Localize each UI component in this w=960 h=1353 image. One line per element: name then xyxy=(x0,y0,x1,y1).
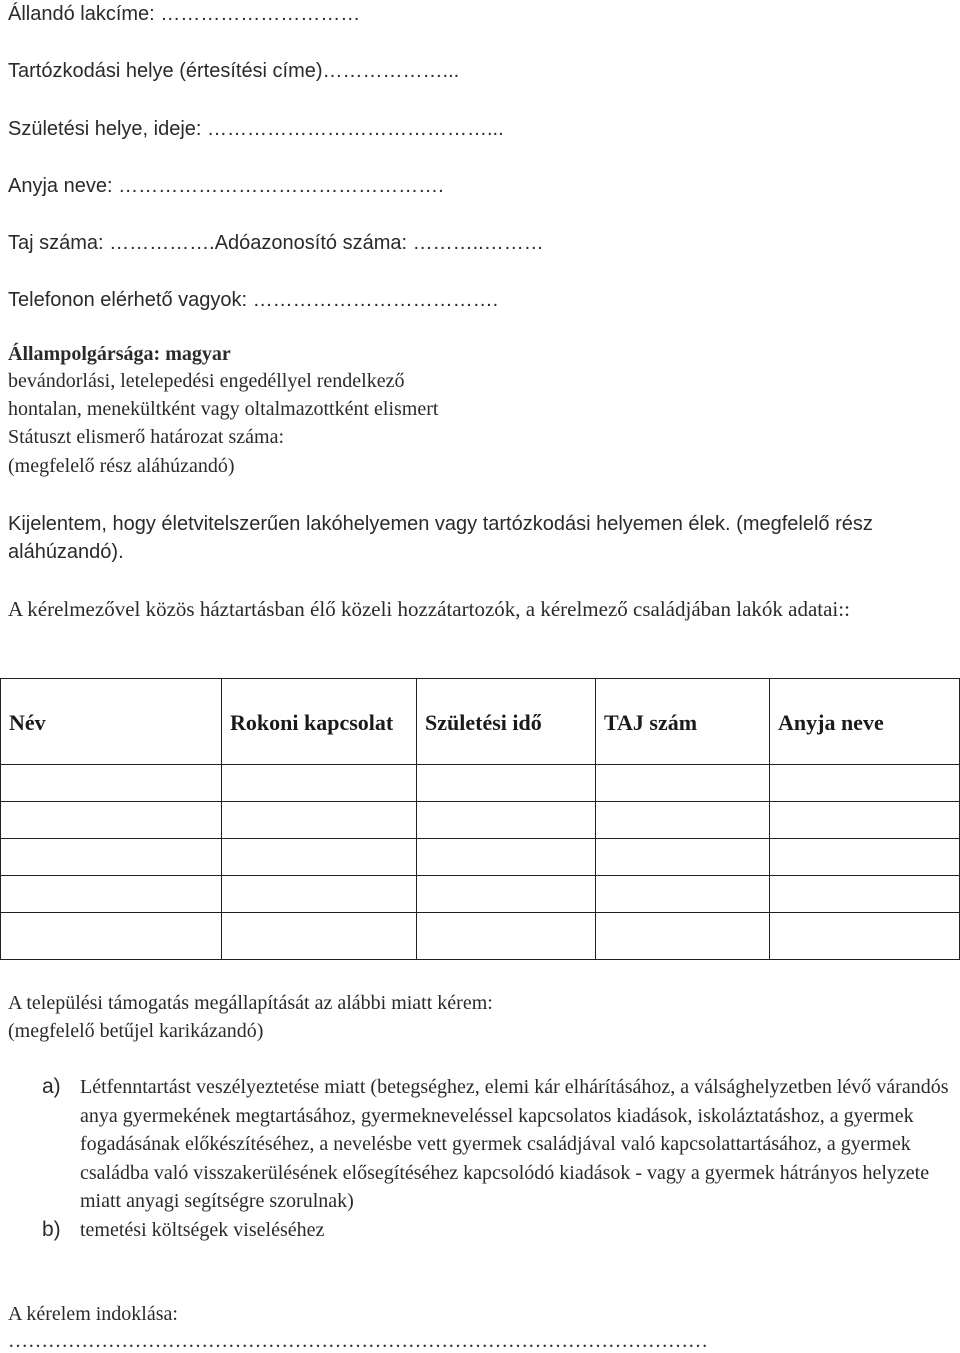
table-cell[interactable] xyxy=(417,802,596,839)
table-cell[interactable] xyxy=(1,839,222,876)
table-cell[interactable] xyxy=(222,839,417,876)
table-cell[interactable] xyxy=(596,839,770,876)
table-row xyxy=(1,765,960,802)
household-intro: A kérelmezővel közös háztartásban élő közeli hozzátartozók, a kérelmező családjában lakók adatai:: xyxy=(8,597,850,621)
table-row xyxy=(1,839,960,876)
mother-name-field[interactable]: Anyja neve: …………………………………………. xyxy=(8,175,444,197)
support-option-a[interactable] xyxy=(8,1073,953,1216)
table-cell[interactable] xyxy=(770,765,960,802)
column-header-birth-date: Születési idő xyxy=(417,679,596,765)
option-text: temetési költségek viseléséhez xyxy=(80,1218,325,1241)
option-text: Létfenntartást veszélyeztetése miatt (betegséghez, elemi kár elhárításához, a válsághelyzetben lévő várandós anya gyermekének megtartásához, gyermekneveléssel kapcsolatos kiadások, iskoláztatáshoz, a gyermek fogadásának előkészítéséhez, a nevelésbe vett gyermek családjával való kapcsolattartásához, a gyermek családba való visszakerülésének elősegítéséhez kapcsolódó kiadások - vagy a gyermek hátrányos helyzete miatt anyagi segítségre szorulnak) xyxy=(80,1076,949,1212)
table-cell[interactable] xyxy=(596,913,770,960)
status-decision-number-label[interactable]: Státuszt elismerő határozat száma: xyxy=(8,426,285,448)
table-cell[interactable] xyxy=(417,913,596,960)
table-cell[interactable] xyxy=(1,802,222,839)
support-request-intro: A települési támogatás megállapítását az alábbi miatt kérem: xyxy=(8,992,493,1014)
table-header-row xyxy=(1,679,960,765)
table-row xyxy=(1,802,960,839)
justification-field[interactable]: …………………………………………………………………………………………… xyxy=(8,1330,708,1352)
table-cell[interactable] xyxy=(596,802,770,839)
citizenship-title: Állampolgársága: magyar xyxy=(8,343,231,365)
support-option-b[interactable] xyxy=(8,1216,953,1245)
table-cell[interactable] xyxy=(596,765,770,802)
birth-place-date-field[interactable]: Születési helye, ideje: ……………………………………... xyxy=(8,118,504,140)
taj-tax-number-field[interactable]: Taj száma: …………….Adóazonosító száma: ………..……… xyxy=(8,232,544,254)
table-cell[interactable] xyxy=(222,876,417,913)
table-cell[interactable] xyxy=(596,876,770,913)
residence-address-field[interactable]: Tartózkodási helye (értesítési címe)………………... xyxy=(8,60,460,82)
column-header-relationship: Rokoni kapcsolat xyxy=(222,679,417,765)
underline-instruction: (megfelelő rész aláhúzandó) xyxy=(8,455,235,477)
circle-instruction: (megfelelő betűjel karikázandó) xyxy=(8,1020,264,1042)
table-cell[interactable] xyxy=(770,913,960,960)
table-cell[interactable] xyxy=(222,802,417,839)
citizenship-option[interactable]: hontalan, menekültként vagy oltalmazottként elismert xyxy=(8,398,439,420)
support-options-list xyxy=(8,1073,953,1244)
table-row xyxy=(1,913,960,960)
column-header-name: Név xyxy=(1,679,222,765)
justification-label: A kérelem indoklása: xyxy=(8,1303,178,1325)
table-cell[interactable] xyxy=(1,765,222,802)
table-cell[interactable] xyxy=(417,876,596,913)
table-cell[interactable] xyxy=(222,913,417,960)
residence-declaration: Kijelentem, hogy életvitelszerűen lakóhelyemen vagy tartózkodási helyemen élek. (megfelelő rész aláhúzandó). xyxy=(8,513,873,563)
table-cell[interactable] xyxy=(770,839,960,876)
table-cell[interactable] xyxy=(770,802,960,839)
permanent-address-field[interactable]: Állandó lakcíme: ………………………… xyxy=(8,3,361,25)
table-cell[interactable] xyxy=(1,876,222,913)
table-cell[interactable] xyxy=(417,765,596,802)
table-cell[interactable] xyxy=(417,839,596,876)
table-cell[interactable] xyxy=(770,876,960,913)
household-members-table xyxy=(0,678,960,960)
table-cell[interactable] xyxy=(222,765,417,802)
column-header-mother-name: Anyja neve xyxy=(770,679,960,765)
citizenship-option[interactable]: bevándorlási, letelepedési engedéllyel rendelkező xyxy=(8,370,405,392)
option-letter[interactable]: b) xyxy=(42,1217,61,1241)
table-row xyxy=(1,876,960,913)
phone-field[interactable]: Telefonon elérhető vagyok: ………………………………. xyxy=(8,289,499,311)
option-letter[interactable]: a) xyxy=(42,1075,61,1098)
table-cell[interactable] xyxy=(1,913,222,960)
column-header-taj-number: TAJ szám xyxy=(596,679,770,765)
